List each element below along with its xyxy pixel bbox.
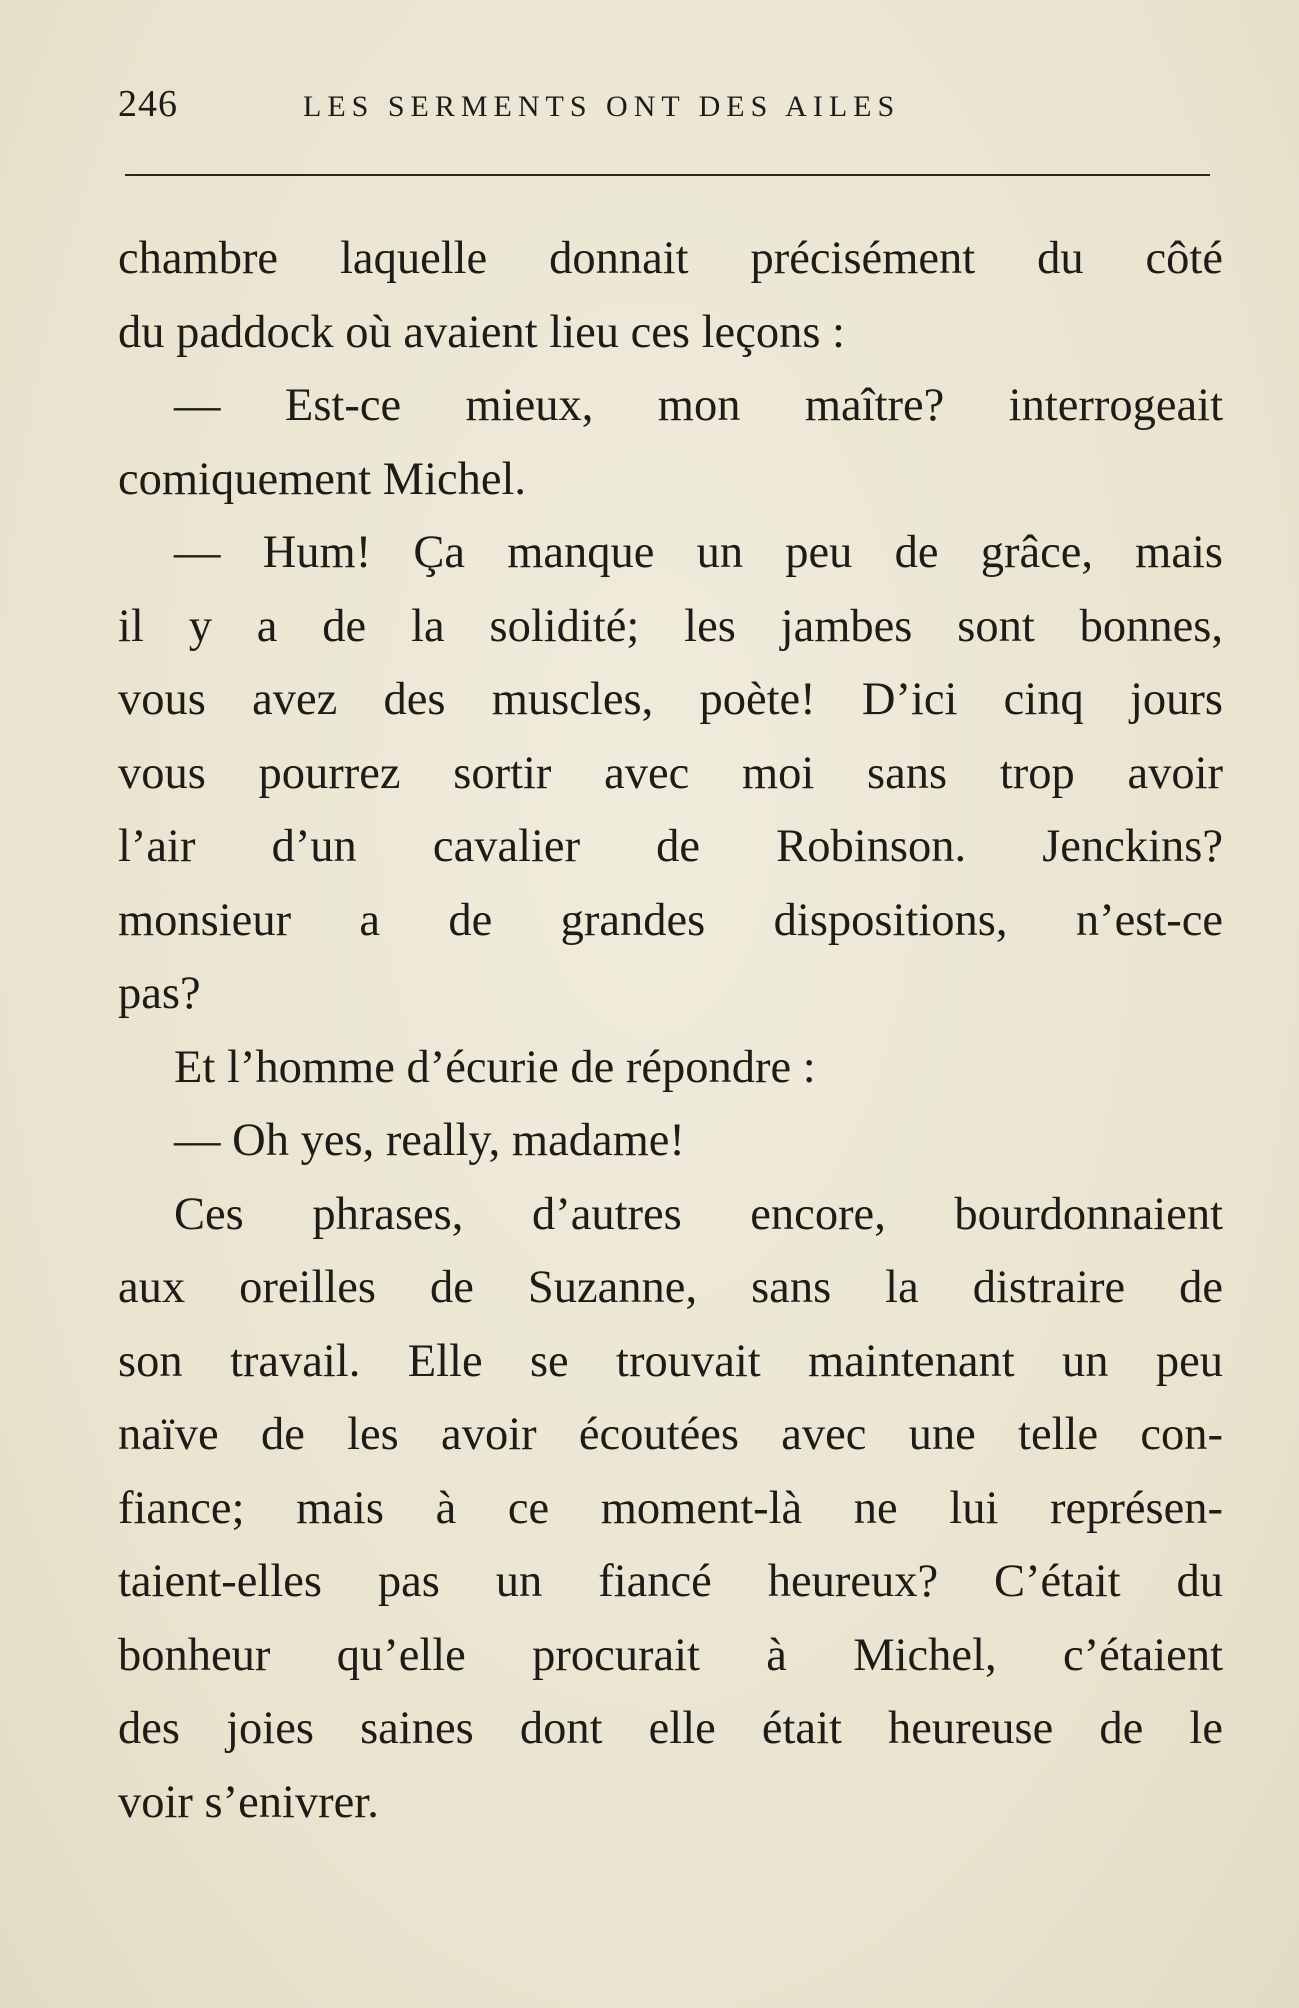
text-line: Et l’homme d’écurie de répondre : [174, 1041, 816, 1093]
text-line: son travail. Elle se trouvait maintenant un peu [118, 1335, 1223, 1387]
text-line: aux oreilles de Suzanne, sans la distraire de [118, 1262, 1223, 1313]
text-line: — Hum! Ça manque un peu de grâce, mais [174, 527, 1223, 578]
text-line: des joies saines dont elle était heureuse de le [118, 1703, 1223, 1754]
text-line: — Oh yes, really, madame! [174, 1115, 685, 1166]
text-line: Ces phrases, d’autres encore, bourdonnaient [174, 1188, 1223, 1240]
text-line: l’air d’un cavalier de Robinson. Jenckins? [118, 821, 1223, 872]
text-line: du paddock où avaient lieu ces leçons : [118, 306, 845, 358]
text-line: naïve de les avoir écoutées avec une telle con- [118, 1409, 1223, 1460]
text-line: pas? [118, 968, 201, 1019]
text-line: il y a de la solidité; les jambes sont bonnes, [118, 600, 1223, 652]
text-line: — Est-ce mieux, mon maître? interrogeait [174, 380, 1223, 431]
text-line: vous avez des muscles, poète! D’ici cinq jours [118, 674, 1223, 725]
text-line: fiance; mais à ce moment-là ne lui représen- [118, 1482, 1223, 1534]
text-line: chambre laquelle donnait précisément du côté [118, 233, 1223, 284]
text-line: vous pourrez sortir avec moi sans trop avoir [118, 747, 1223, 799]
body-text [118, 222, 1223, 1839]
running-title: LES SERMENTS ONT DES AILES [303, 90, 901, 123]
header-rule [125, 174, 1210, 176]
text-line: voir s’enivrer. [118, 1776, 379, 1828]
text-line: monsieur a de grandes dispositions, n’est-ce [118, 894, 1223, 946]
text-line: bonheur qu’elle procurait à Michel, c’étaient [118, 1629, 1223, 1681]
text-line: taient-elles pas un fiancé heureux? C’était du [118, 1556, 1223, 1607]
page-number: 246 [118, 83, 178, 125]
page-header [118, 82, 1208, 132]
text-line: comiquement Michel. [118, 453, 527, 505]
